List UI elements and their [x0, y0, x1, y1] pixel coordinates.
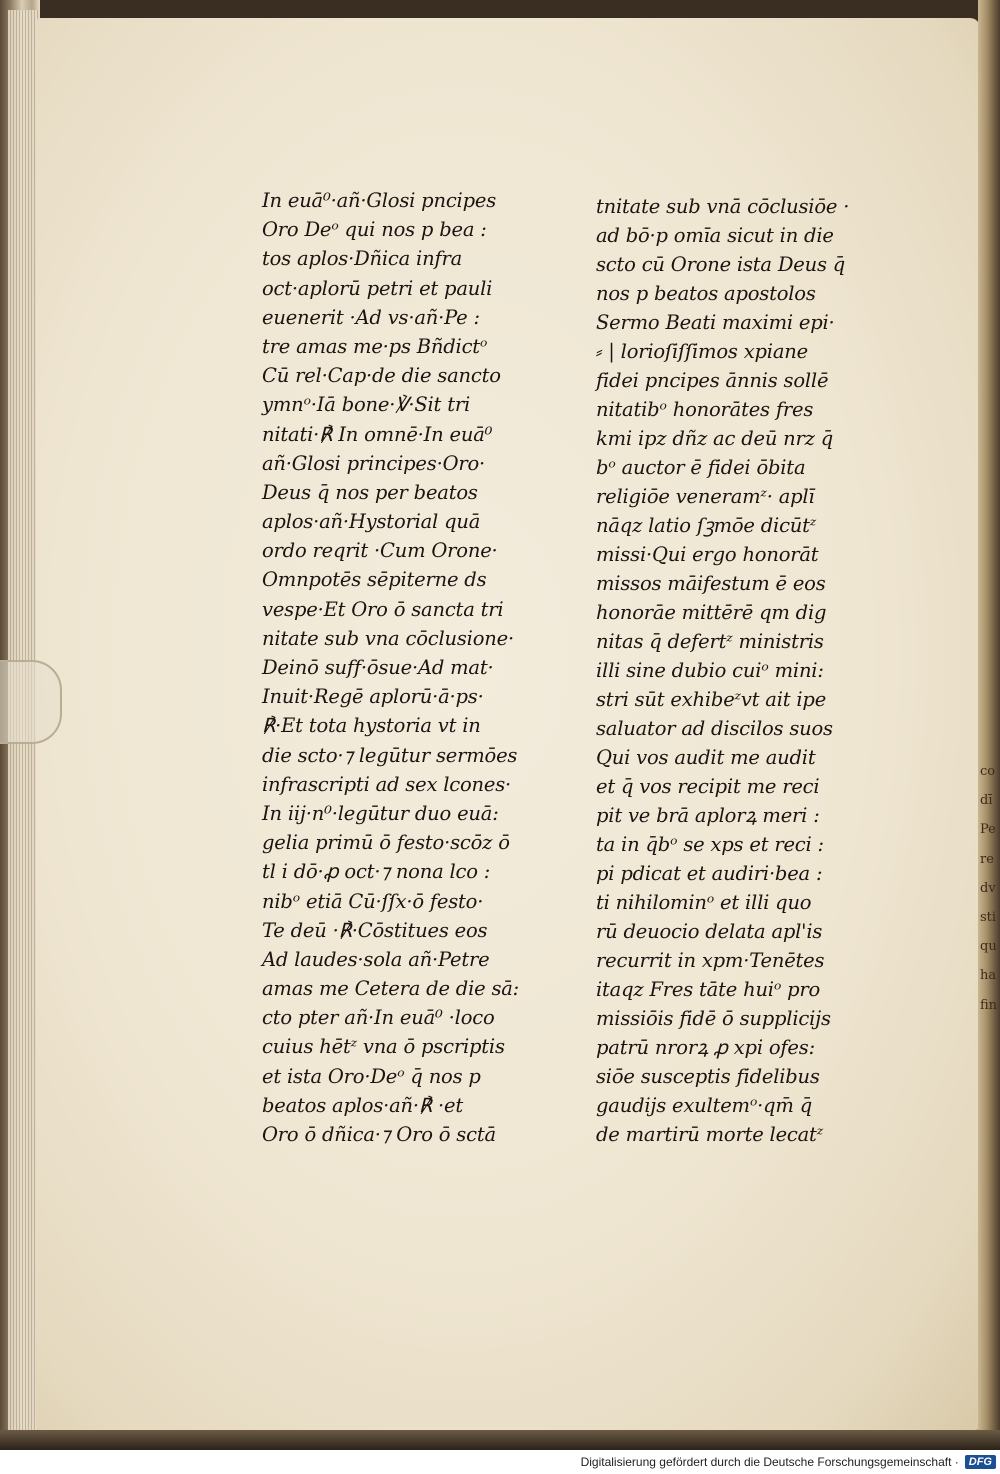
adjacent-page-fragment: [980, 760, 1000, 1100]
text-line: tos aplos·Dñica infra: [262, 247, 463, 271]
dfg-logo: DFG: [965, 1455, 996, 1469]
text-line: ordo reqrit ·Cum Orone·: [262, 539, 498, 563]
text-line: Ad laudes·sola añ·Petre: [262, 947, 490, 971]
text-line: missiōis fidē ō supplicijs: [596, 1007, 831, 1030]
text-line: gaudijs exultemᵒ·qm̄ q̄: [596, 1094, 813, 1117]
text-line: missos māifestum ē eos: [596, 572, 826, 595]
text-column-left: [262, 186, 554, 1149]
text-line: kmi ipz dñz ac deū nrz q̄: [596, 427, 834, 450]
text-line: et ista Oro·Deᵒ q̄ nos p: [262, 1064, 481, 1088]
footer-credit: Digitalisierung gefördert durch die Deutsche Forschungsgemeinschaft ·: [580, 1455, 959, 1469]
text-line: pit ve brā aplorꝝ meri :: [596, 804, 820, 827]
text-line: rū deuocio delata apl'is: [596, 920, 823, 943]
text-line: illi sine dubio cuiᵒ mini:: [596, 659, 824, 682]
text-line: nos p beatos apostolos: [596, 282, 816, 305]
text-line: Qui vos audit me audit: [596, 746, 816, 769]
text-line: añ·Glosi principes·Oro·: [262, 451, 486, 475]
text-line: nitate sub vna cōclusione·: [262, 626, 514, 650]
text-line: fidei pncipes ānnis sollē: [596, 369, 829, 392]
text-column-right: [596, 192, 880, 1149]
text-line: Oro ō dñica·⁊ Oro ō sctā: [262, 1123, 496, 1146]
text-line: recurrit in xpm·Tenētes: [596, 949, 825, 972]
text-line: In euā⁰·añ·Glosi pncipes: [262, 189, 497, 212]
text-line: die scto·⁊ legūtur sermōes: [262, 743, 518, 767]
text-line: ℟·Et tota hystoria vt in: [262, 714, 481, 738]
text-line: Te deū ·℟·Cōstitues eos: [262, 918, 488, 942]
text-line: cto pter añ·In euā⁰ ·loco: [262, 1006, 495, 1030]
text-line: tnitate sub vnā cōclusiōe ·: [596, 195, 850, 218]
text-line: religiōe veneramᶻ· aplī: [596, 485, 815, 508]
footer-bar: [0, 1450, 1000, 1474]
text-line: euenerit ·Ad vs·añ·Pe :: [262, 305, 480, 329]
text-line: Inuit·Regē aplorū·ā·ps·: [262, 685, 484, 709]
text-line: infrascripti ad sex lcones·: [262, 772, 512, 796]
text-line: ta in q̄bᵒ se xps et reci :: [596, 833, 824, 856]
text-line: saluator ad discilos suos: [596, 717, 833, 740]
book-gutter: [978, 0, 1000, 1450]
text-line: In iij·n⁰·legūtur duo euā:: [262, 801, 499, 825]
fragment-line: dī: [980, 793, 993, 809]
text-line: ad bō·p omīa sicut in die: [596, 224, 834, 247]
text-line: siōe susceptis fidelibus: [596, 1065, 820, 1088]
text-line: nitati·℟ In omnē·In euā⁰: [262, 422, 493, 446]
fragment-line: dv: [980, 880, 996, 896]
text-line: vespe·Et Oro ō sancta tri: [262, 597, 504, 621]
text-line: nāqz latio ſꝫmōe dicūtᶻ: [596, 514, 817, 537]
fragment-line: re: [980, 851, 994, 867]
text-line: et q̄ vos recipit me reci: [596, 775, 820, 798]
text-line: patrū nrorꝝ ꝓ xpi ofes:: [596, 1036, 815, 1059]
text-line: stri sūt exhibeᶻvt ait ipe: [596, 688, 827, 711]
fragment-line: fin: [980, 997, 998, 1013]
text-line: nitas q̄ defertᶻ ministris: [596, 630, 824, 653]
page-bottom-shadow: [0, 1430, 1000, 1450]
fragment-line: Pe: [980, 822, 996, 838]
text-line: nitatibᵒ honorātes fres: [596, 398, 814, 421]
text-line: tl i dō·ꝓ oct·⁊ nona lco :: [262, 860, 491, 884]
text-line: itaqz Fres tāte huiᵒ pro: [596, 978, 821, 1001]
text-line: missi·Qui ergo honorāt: [596, 543, 819, 566]
text-line: Deus q̄ nos per beatos: [262, 480, 478, 504]
fragment-line: co: [980, 764, 996, 779]
text-line: beatos aplos·añ·℟ ·et: [262, 1093, 464, 1117]
bookmark-strip: [0, 660, 62, 744]
text-line: Cū rel·Cap·de die sancto: [262, 364, 501, 388]
fragment-line: sti: [980, 909, 997, 925]
text-line: Sermo Beati maximi epi·: [596, 311, 835, 334]
text-line: scto cū Orone ista Deus q̄: [596, 253, 846, 276]
text-line: ⸗ | lorioſiſſimos xpiane: [596, 340, 808, 363]
text-line: honorāe mittērē qm dig: [596, 601, 827, 624]
text-line: bᵒ auctor ē fidei ōbita: [596, 456, 806, 479]
fragment-line: ha: [980, 968, 997, 984]
text-line: pi pdicat et audiri·bea :: [596, 862, 823, 885]
text-line: tre amas me·ps Bñdictᵒ: [262, 334, 488, 358]
text-line: cuius hētᶻ vna ō pscriptis: [262, 1035, 505, 1059]
text-line: Deinō suff·ōsue·Ad mat·: [262, 656, 494, 679]
text-line: nibᵒ etiā Cū·ſſx·ō festo·: [262, 889, 484, 913]
text-line: amas me Cetera de die sā:: [262, 977, 520, 1001]
text-line: aplos·añ·Hystorial quā: [262, 510, 481, 534]
fragment-line: qu: [980, 939, 997, 955]
text-line: Oro Deᵒ qui nos p bea :: [262, 218, 487, 242]
text-line: oct·aplorū petri et pauli: [262, 276, 493, 300]
text-line: de martirū morte lecatᶻ: [596, 1123, 823, 1146]
text-line: gelia primū ō festo·scōz ō: [262, 831, 510, 855]
text-line: Omnpotēs sēpiterne ds: [262, 568, 487, 592]
text-line: ti nihilominᵒ et illi quo: [596, 891, 812, 914]
text-line: ymnᵒ·Iā bone·℣·Sit tri: [262, 393, 470, 417]
